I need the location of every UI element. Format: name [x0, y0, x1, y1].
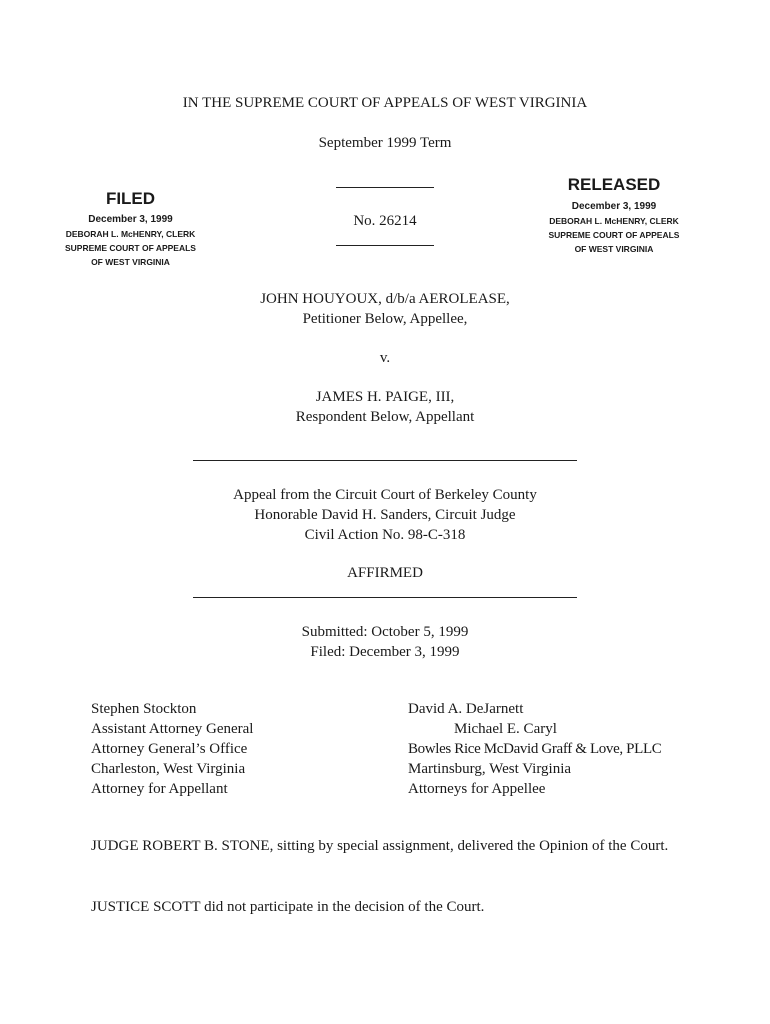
disposition: AFFIRMED [347, 565, 423, 581]
counsel-line: Attorneys for Appellee [408, 781, 546, 797]
released-stamp [540, 175, 688, 256]
released-court: SUPREME COURT OF APPEALS [548, 230, 680, 240]
appeal-judge: Honorable David H. Sanders, Circuit Judge [254, 507, 516, 523]
respondent-role: Respondent Below, Appellant [295, 409, 475, 425]
released-date: December 3, 1999 [571, 201, 657, 212]
counsel-line: Assistant Attorney General [91, 721, 254, 737]
docket-number: No. 26214 [353, 213, 417, 229]
civil-action: Civil Action No. 98-C-318 [304, 527, 466, 543]
petitioner-block [0, 289, 770, 329]
divider [336, 245, 434, 246]
counsel-line: Attorney General’s Office [91, 741, 248, 757]
filed-date-line: Filed: December 3, 1999 [310, 644, 460, 660]
filed-title: FILED [105, 189, 156, 208]
term: September 1999 Term [318, 135, 452, 151]
opinion-note: JUDGE ROBERT B. STONE, sitting by special assignment, delivered the Opinion of the Court. [91, 838, 669, 854]
participation-note: JUSTICE SCOTT did not participate in the decision of the Court. [91, 899, 485, 915]
counsel-line: Charleston, West Virginia [91, 761, 246, 777]
filed-court: SUPREME COURT OF APPEALS [65, 243, 196, 253]
counsel-line: David A. DeJarnett [408, 701, 524, 717]
appellee-counsel [408, 699, 661, 799]
respondent-block [0, 387, 770, 427]
released-title: RELEASED [567, 175, 661, 194]
submitted-date: Submitted: October 5, 1999 [301, 624, 469, 640]
filed-stamp [58, 189, 203, 269]
appeal-block [0, 485, 770, 545]
counsel-line: Stephen Stockton [91, 701, 197, 717]
counsel-line: Attorney for Appellant [91, 781, 228, 797]
released-clerk: DEBORAH L. McHENRY, CLERK [549, 216, 679, 226]
filed-date: December 3, 1999 [88, 214, 173, 225]
counsel-line: Bowles Rice McDavid Graff & Love, PLLC [408, 741, 662, 757]
divider [336, 187, 434, 188]
appellant-counsel [91, 699, 253, 799]
versus: v. [379, 350, 391, 366]
court-title: IN THE SUPREME COURT OF APPEALS OF WEST VIRGINIA [182, 95, 588, 111]
filed-clerk: DEBORAH L. McHENRY, CLERK [65, 229, 196, 239]
petitioner-role: Petitioner Below, Appellee, [302, 311, 468, 327]
divider [193, 460, 577, 461]
appeal-court: Appeal from the Circuit Court of Berkeley County [233, 487, 537, 503]
counsel-line: Michael E. Caryl [454, 721, 557, 737]
counsel-line: Martinsburg, West Virginia [408, 761, 572, 777]
divider [193, 597, 577, 598]
filed-state: OF WEST VIRGINIA [91, 257, 170, 267]
respondent-name: JAMES H. PAIGE, III, [315, 389, 455, 405]
dates-block [0, 622, 770, 662]
petitioner-name: JOHN HOUYOUX, d/b/a AEROLEASE, [260, 291, 510, 307]
released-state: OF WEST VIRGINIA [574, 244, 654, 254]
